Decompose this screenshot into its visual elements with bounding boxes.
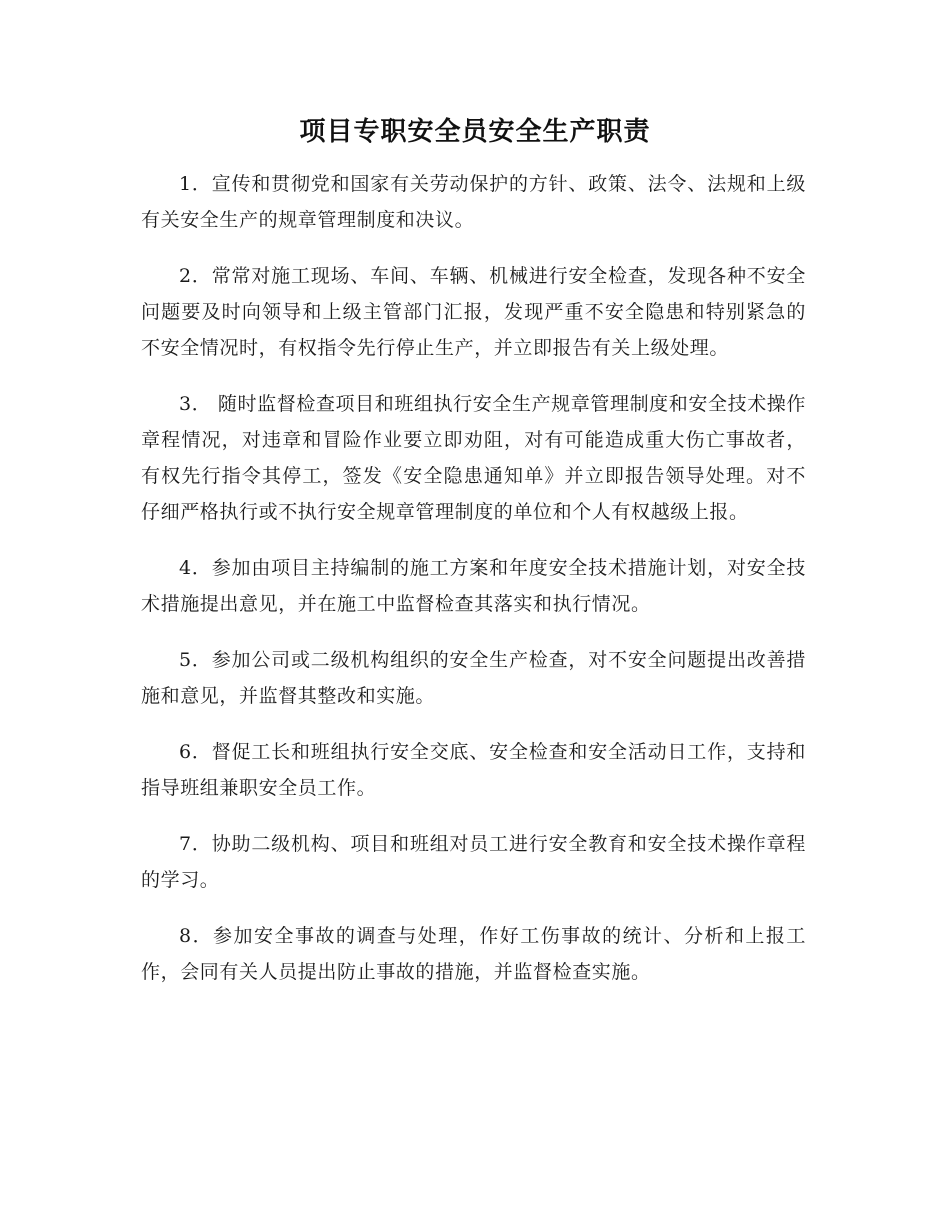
paragraph-7: 7．协助二级机构、项目和班组对员工进行安全教育和安全技术操作章程的学习。 [141,833,806,891]
paragraph-8: 8．参加安全事故的调查与处理，作好工伤事故的统计、分析和上报工作，会同有关人员提出防止事故的措施，并监督检查实施。 [141,925,806,983]
paragraph-3: 3． 随时监督检查项目和班组执行安全生产规章管理制度和安全技术操作章程情况，对违章和冒险作业要立即劝阻，对有可能造成重大伤亡事故者，有权先行指令其停工，签发《安全隐患通知单》并立即报告领导处理。对不仔细严格执行或不执行安全规章管理制度的单位和个人有权越级上报。 [141,393,806,523]
paragraph-6: 6．督促工长和班组执行安全交底、安全检查和安全活动日工作，支持和指导班组兼职安全员工作。 [141,741,806,799]
document-body [141,166,806,1010]
paragraph-1: 1．宣传和贯彻党和国家有关劳动保护的方针、政策、法令、法规和上级有关安全生产的规章管理制度和决议。 [141,173,806,231]
document-title: 项目专职安全员安全生产职责 [299,117,651,147]
paragraph-2: 2．常常对施工现场、车间、车辆、机械进行安全检查，发现各种不安全问题要及时向领导和上级主管部门汇报，发现严重不安全隐患和特别紧急的不安全情况时，有权指令先行停止生产，并立即报告有关上级处理。 [141,265,806,359]
paragraph-4: 4．参加由项目主持编制的施工方案和年度安全技术措施计划，对安全技术措施提出意见，并在施工中监督检查其落实和执行情况。 [141,557,806,615]
paragraph-5: 5．参加公司或二级机构组织的安全生产检查，对不安全问题提出改善措施和意见，并监督其整改和实施。 [141,649,806,707]
